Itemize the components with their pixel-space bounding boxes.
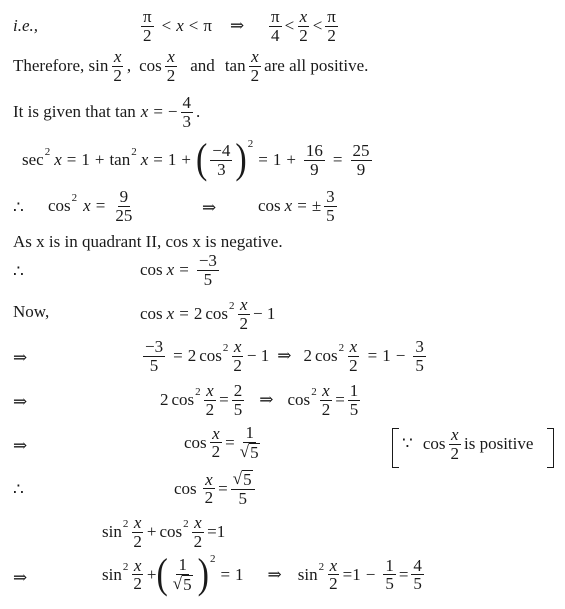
line-10 bbox=[0, 382, 565, 426]
line-6 bbox=[0, 232, 565, 254]
line-12 bbox=[0, 470, 565, 516]
cos-half-value: cos $\frac{x}{2}$ = 1 √ 5 bbox=[184, 423, 259, 462]
therefore-symbol: ∴ bbox=[13, 198, 24, 217]
cos-x-value: cos x = $\frac{-3}{5}$ bbox=[140, 251, 217, 289]
line-7 bbox=[0, 252, 565, 294]
line-5 bbox=[0, 188, 565, 230]
reason-bracket-left bbox=[392, 428, 399, 468]
sec-identity: sec 2 x = 1 + tan 2 x = 1 + ( $\frac{-4}{3}$ ) 2 = 1 + $\frac{16}{9}$ = $\frac{25}{9}$ bbox=[22, 136, 370, 183]
therefore-symbol: ∴ bbox=[13, 480, 24, 499]
line-11 bbox=[0, 424, 565, 470]
positivity-statement: Therefore, sin $\frac{x}{2}$ , cos $\frac{x}{2}$ and tan $\frac{x}{2}$ are all positive. bbox=[13, 47, 369, 85]
line-14 bbox=[0, 551, 565, 606]
sin-half-derivation: sin 2 $\frac{x}{2}$ + ( 1 √ 5 ) 2 = 1 ⇒ sin 2 $\frac{x}{2}$ = 1 − $\frac{1}{5}$ = $\frac{4}{5}$ bbox=[102, 551, 422, 598]
cos-half-simplified: cos $\frac{x}{2}$ = √ 5 5 bbox=[174, 470, 258, 508]
cos-squared-half: 2 cos 2 $\frac{x}{2}$ = $\frac{2}{5}$ ⇒ cos 2 $\frac{x}{2}$ = $\frac{1}{5}$ bbox=[160, 381, 359, 419]
implies-symbol: ⇒ bbox=[13, 392, 28, 411]
implies-symbol: ⇒ bbox=[13, 348, 28, 367]
line-13 bbox=[0, 514, 565, 556]
ie-label: i.e., bbox=[13, 16, 39, 35]
reason-bracket-right bbox=[547, 428, 554, 468]
cos-squared-result: cos 2 x = $\frac{9}{25}$ bbox=[48, 187, 133, 225]
implies-symbol: ⇒ bbox=[13, 436, 28, 455]
line-4 bbox=[0, 136, 565, 186]
pythagorean-identity: sin 2 $\frac{x}{2}$ + cos 2 $\frac{x}{2}$ = 1 bbox=[102, 513, 226, 551]
line-9 bbox=[0, 338, 565, 382]
cos-x-plusminus: cos x = ± $\frac{3}{5}$ bbox=[258, 187, 335, 225]
substitution-step: $\frac{-3}{5}$ = 2 cos 2 $\frac{x}{2}$ − 1 ⇒ 2 cos 2 $\frac{x}{2}$ = 1 − $\frac{3}{5}$ bbox=[145, 337, 424, 375]
line-2 bbox=[0, 48, 565, 90]
inequality-right: $\frac{\pi}{4}$ < $\frac{x}{2}$ < $\frac{\pi}{2}$ bbox=[271, 7, 336, 45]
inequality-left: $\frac{\pi}{2}$ < x < π bbox=[143, 7, 212, 45]
given-statement: It is given that tan x = − $\frac{4}{3}$ . bbox=[13, 93, 201, 131]
double-angle-formula: cos x = 2 cos 2 $\frac{x}{2}$ − 1 bbox=[140, 295, 276, 333]
implies-symbol: ⇒ bbox=[230, 16, 245, 35]
line-1 bbox=[0, 8, 565, 48]
quadrant-statement: As x is in quadrant II, cos x is negative. bbox=[13, 232, 283, 251]
line-8 bbox=[0, 296, 565, 338]
line-3 bbox=[0, 94, 565, 136]
implies-symbol: ⇒ bbox=[13, 568, 28, 587]
now-label: Now, bbox=[13, 302, 50, 321]
implies-symbol: ⇒ bbox=[202, 198, 217, 217]
reason-note: ∵ cos $\frac{x}{2}$ is positive bbox=[402, 425, 534, 463]
therefore-symbol: ∴ bbox=[13, 262, 24, 281]
